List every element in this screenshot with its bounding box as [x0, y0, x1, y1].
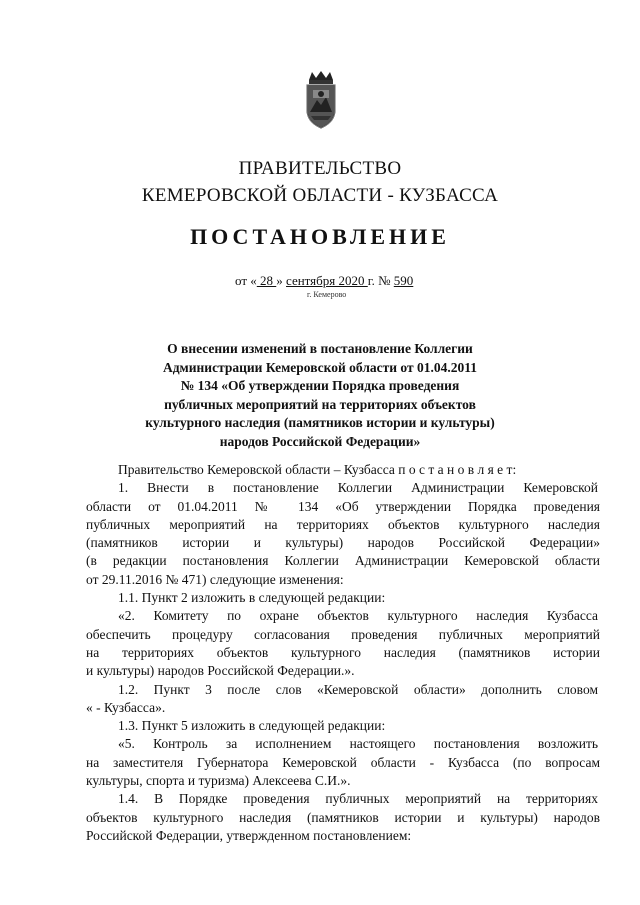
subject-line: Администрации Кемеровской области от 01.04.2011 — [162, 359, 478, 375]
body-line: области от 01.04.2011 № 134 «Об утверждении Порядка проведения — [86, 498, 600, 514]
body-line: Российской Федерации, утвержденном постановлением: — [86, 827, 412, 843]
document-title: ПОСТАНОВЛЕНИЕ — [190, 224, 450, 249]
body-line: 1.1. Пункт 2 изложить в следующей редакции: — [118, 590, 386, 606]
body-line: 1.3. Пункт 5 изложить в следующей редакции: — [118, 718, 386, 734]
city: г. Кемерово — [307, 290, 347, 299]
body-line: «5. Контроль за исполнением настоящего постановления возложить — [118, 736, 598, 752]
subject-line: публичных мероприятий на территориях объектов — [164, 396, 476, 412]
government-name-line1: ПРАВИТЕЛЬСТВО — [238, 158, 402, 179]
body-line: 1.4. В Порядке проведения публичных мероприятий на территориях — [118, 791, 598, 807]
body-line: от 29.11.2016 № 471) следующие изменения: — [86, 571, 344, 587]
subject-line: № 134 «Об утверждении Порядка проведения — [180, 378, 460, 393]
body-paragraph-intro: Правительство Кемеровской области – Кузбасса п о с т а н о в л я е т: — [118, 462, 517, 477]
body-line: культуры, спорта и туризма) Алексеева С.И.». — [86, 773, 351, 789]
date-day: 28 — [256, 273, 277, 288]
body-line: обеспечить процедуру согласования проведения публичных мероприятий — [86, 626, 600, 642]
body-line: «2. Комитету по охране объектов культурного наследия Кузбасса — [118, 608, 598, 624]
body-line: 1. Внести в постановление Коллегии Администрации Кемеровской — [118, 480, 598, 496]
body-line: объектов культурного наследия (памятников истории и культуры) народов — [86, 809, 600, 825]
government-name-line2: КЕМЕРОВСКОЙ ОБЛАСТИ - КУЗБАССА — [141, 185, 499, 206]
subject-line: культурного наследия (памятников истории и культуры) — [145, 415, 495, 430]
date-suffix: г. № — [367, 273, 394, 288]
date-prefix: от « — [235, 273, 257, 288]
body-line: публичных мероприятий на территориях объектов культурного наследия — [86, 516, 600, 532]
body-line: « - Кузбасса». — [86, 699, 166, 715]
subject-line: О внесении изменений в постановление Коллегии — [167, 341, 473, 356]
date-mid: » — [276, 273, 283, 288]
body-line: на заместителя Губернатора Кемеровской области - Кузбасса (по вопросам — [86, 754, 600, 770]
coat-of-arms-icon — [301, 70, 341, 130]
document-body — [86, 461, 600, 845]
document-number: 590 — [393, 273, 414, 288]
body-line: 1.2. Пункт 3 после слов «Кемеровской области» дополнить словом — [118, 681, 598, 697]
subject-line: народов Российской Федерации» — [219, 433, 421, 449]
date-line — [235, 273, 413, 289]
body-line: на территориях объектов культурного наследия (памятников истории — [86, 644, 600, 660]
body-line: (в редакции постановления Коллегии Администрации Кемеровской области — [86, 553, 600, 569]
date-month-year: сентября 2020 — [286, 273, 368, 288]
body-line: и культуры) народов Российской Федерации.». — [86, 663, 355, 679]
document-subject — [130, 340, 510, 451]
body-line: (памятников истории и культуры) народов Российской Федерации» — [86, 535, 600, 551]
